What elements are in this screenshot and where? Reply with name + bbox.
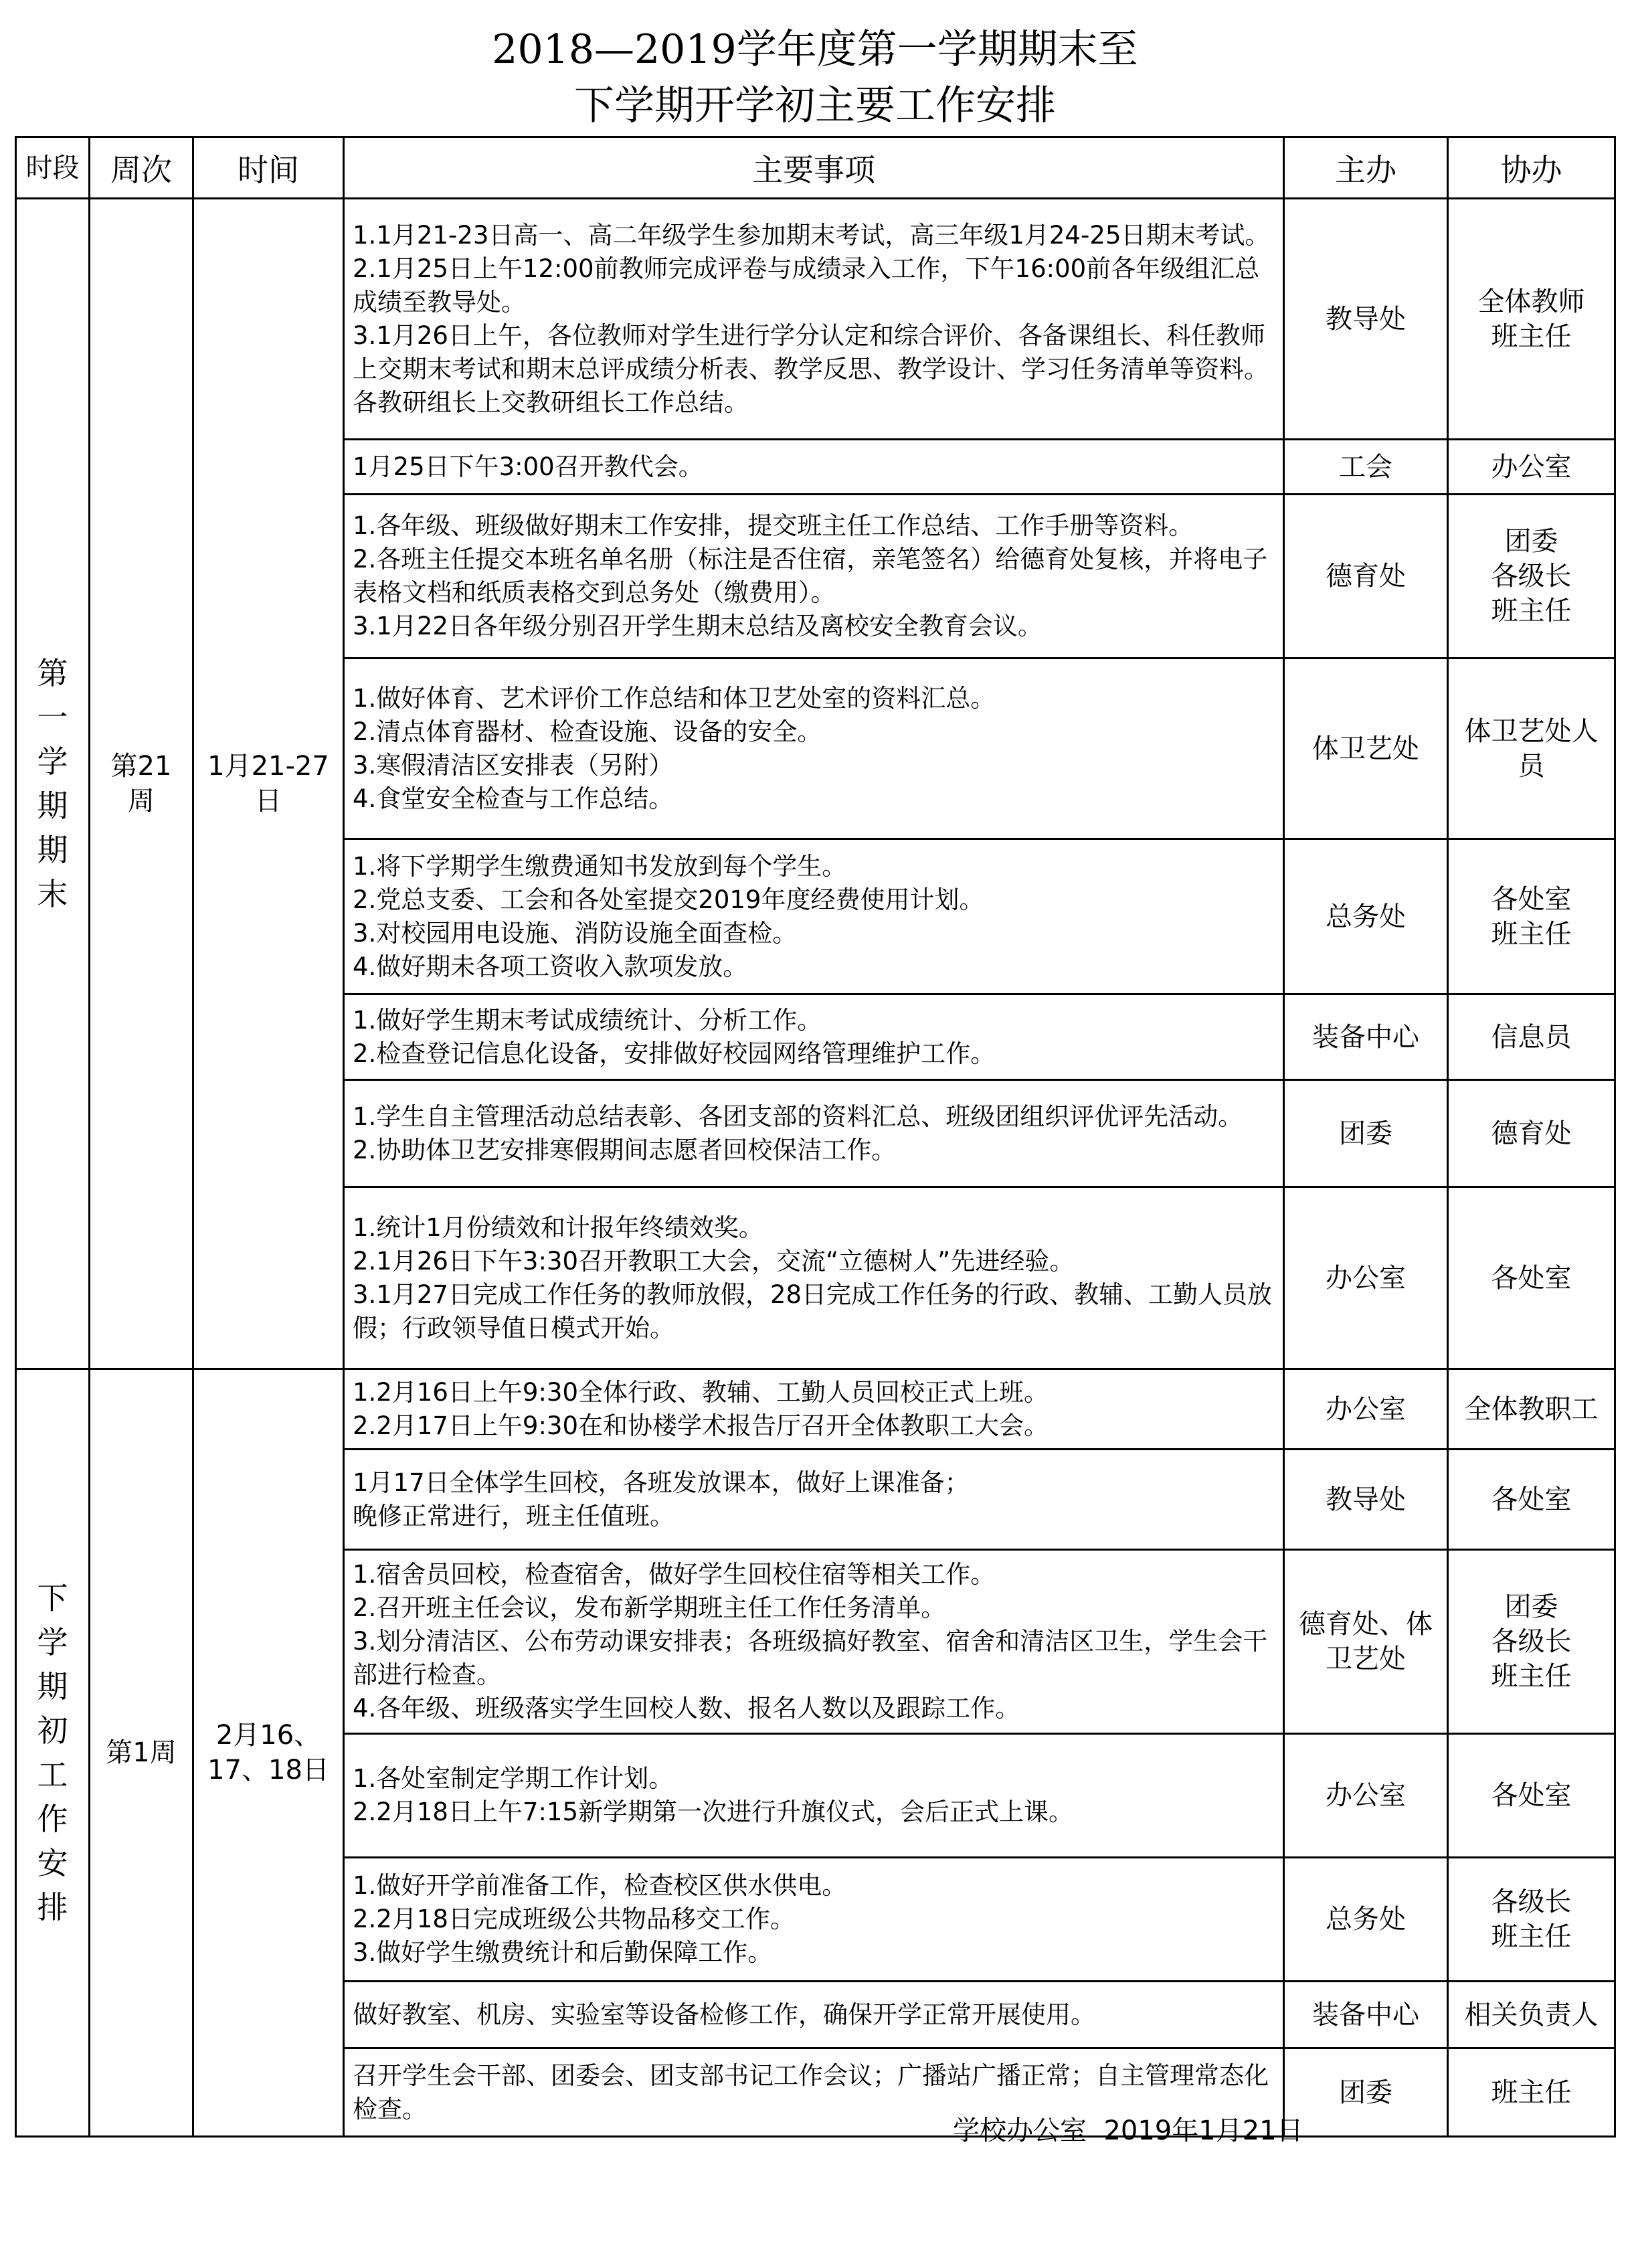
items-cell [344, 1080, 1284, 1187]
assist-cell: 相关负责人 [1448, 1982, 1615, 2048]
item-line: 4.各年级、班级落实学生回校人数、报名人数以及跟踪工作。 [353, 1694, 1020, 1723]
item-line: 2.1月26日下午3:30召开教职工大会，交流“立德树人”先进经验。 [353, 1246, 1075, 1276]
item-line: 2.2月17日上午9:30在和协楼学术报告厅召开全体教职工大会。 [353, 1411, 1049, 1440]
assist-cell: 各处室 [1448, 1734, 1615, 1858]
assist-cell: 团委 各级长 班主任 [1448, 1550, 1615, 1734]
header-time: 时间 [193, 137, 344, 199]
header-week: 周次 [90, 137, 193, 199]
header-period: 时段 [16, 137, 90, 199]
period-char: 排 [37, 1889, 68, 1925]
assist-cell: 各处室 班主任 [1448, 839, 1615, 994]
time-cell: 1月21-27日 [193, 199, 344, 1369]
items-cell [344, 659, 1284, 839]
assist-cell: 信息员 [1448, 994, 1615, 1080]
items-cell [344, 495, 1284, 659]
item-line: 4.食堂安全检查与工作总结。 [353, 784, 674, 813]
item-line: 1.2月16日上午9:30全体行政、教辅、工勤人员回校正式上班。 [353, 1377, 1049, 1407]
item-line: 2.2月18日完成班级公共物品移交工作。 [353, 1905, 795, 1933]
time-cell: 2月16、17、18日 [193, 1369, 344, 2137]
period-char: 期 [37, 788, 68, 824]
period-char: 下 [37, 1580, 68, 1616]
period-char: 期 [37, 1668, 68, 1705]
assist-cell: 团委 各级长 班主任 [1448, 495, 1615, 659]
item-line: 晚修正常进行，班主任值班。 [353, 1501, 674, 1531]
period-cell [16, 1369, 90, 2137]
assist-cell: 全体教师 班主任 [1448, 199, 1615, 440]
lead-cell: 装备中心 [1284, 994, 1448, 1080]
item-line: 1.统计1月份绩效和计报年终绩效奖。 [353, 1213, 763, 1242]
period-char: 期 [37, 832, 68, 868]
assist-cell: 各级长 班主任 [1448, 1858, 1615, 1982]
item-line: 召开学生会干部、团委会、团支部书记工作会议；广播站广播正常；自主管理常态化检查。 [353, 2061, 1269, 2123]
item-line: 3.对校园用电设施、消防设施全面查检。 [353, 918, 798, 948]
item-line: 1.学生自主管理活动总结表彰、各团支部的资料汇总、班级团组织评优评先活动。 [353, 1102, 1243, 1131]
lead-cell: 团委 [1284, 1080, 1448, 1187]
period-char: 第 [37, 655, 68, 691]
assist-cell: 全体教职工 [1448, 1369, 1615, 1450]
lead-cell: 德育处 [1284, 495, 1448, 659]
lead-cell: 总务处 [1284, 839, 1448, 994]
assist-cell: 班主任 [1448, 2048, 1615, 2137]
item-line: 做好教室、机房、实验室等设备检修工作，确保开学正常开展使用。 [353, 2000, 1095, 2029]
lead-cell: 工会 [1284, 440, 1448, 495]
lead-cell: 装备中心 [1284, 1982, 1448, 2048]
period-char: 一 [37, 699, 68, 735]
week-cell: 第21周 [90, 199, 193, 1369]
item-line: 1.做好体育、艺术评价工作总结和体卫艺处室的资料汇总。 [353, 683, 996, 713]
item-line: 2.2月18日上午7:15新学期第一次进行升旗仪式，会后正式上课。 [353, 1798, 1074, 1826]
items-cell [344, 994, 1284, 1080]
header-assist: 协办 [1448, 137, 1615, 199]
week-cell: 第1周 [90, 1369, 193, 2137]
item-line: 1.各处室制定学期工作计划。 [353, 1764, 674, 1793]
items-cell [344, 1858, 1284, 1982]
items-cell [344, 1369, 1284, 1450]
period-char: 作 [37, 1801, 68, 1837]
schedule-table [15, 136, 1616, 2138]
item-line: 3.1月27日完成工作任务的教师放假，28日完成工作任务的行政、教辅、工勤人员放假；行政领导值日模式开始。 [353, 1280, 1273, 1342]
period-char: 学 [37, 744, 68, 780]
assist-cell: 德育处 [1448, 1080, 1615, 1187]
lead-cell: 团委 [1284, 2048, 1448, 2137]
lead-cell: 体卫艺处 [1284, 659, 1448, 839]
item-line: 1月17日全体学生回校，各班发放课本，做好上课准备； [353, 1468, 970, 1497]
table-header-row [16, 137, 1615, 199]
table-row [16, 1369, 1615, 1450]
item-line: 4.做好期未各项工资收入款项发放。 [353, 952, 748, 981]
lead-cell: 总务处 [1284, 1858, 1448, 1982]
period-cell [16, 199, 90, 1369]
item-line: 1月25日下午3:00召开教代会。 [353, 452, 703, 481]
assist-cell: 体卫艺处人员 [1448, 659, 1615, 839]
lead-cell: 办公室 [1284, 1734, 1448, 1858]
table-row [16, 199, 1615, 440]
item-line: 3.1月26日上午，各位教师对学生进行学分认定和综合评价、各备课组长、科任教师上交期末考试和期末总评成绩分析表、教学反思、教学设计、学习任务清单等资料。各教研组长上交教研组长工作总结。 [353, 321, 1269, 417]
item-line: 2.1月25日上午12:00前教师完成评卷与成绩录入工作，下午16:00前各年级组汇总成绩至教导处。 [353, 254, 1260, 317]
assist-cell: 各处室 [1448, 1187, 1615, 1369]
item-line: 3.寒假清洁区安排表（另附） [353, 750, 674, 780]
item-line: 2.协助体卫艺安排寒假期间志愿者回校保洁工作。 [353, 1135, 897, 1164]
assist-cell: 各处室 [1448, 1450, 1615, 1550]
items-cell [344, 199, 1284, 440]
items-cell [344, 1550, 1284, 1734]
item-line: 1.1月21-23日高一、高二年级学生参加期末考试，高三年级1月24-25日期末考试。 [353, 220, 1270, 250]
header-lead: 主办 [1284, 137, 1448, 199]
item-line: 1.各年级、班级做好期末工作安排，提交班主任工作总结、工作手册等资料。 [353, 511, 1194, 540]
document-title-line-1: 2018—2019学年度第一学期期末至 [492, 26, 1138, 73]
item-line: 2.各班主任提交本班名单名册（标注是否住宿，亲笔签名）给德育处复核，并将电子表格文档和纸质表格交到总务处（缴费用）。 [353, 545, 1268, 607]
period-char: 工 [37, 1757, 68, 1793]
period-char: 安 [37, 1845, 68, 1881]
period-char: 末 [37, 876, 68, 912]
lead-cell: 德育处、体卫艺处 [1284, 1550, 1448, 1734]
item-line: 1.做好开学前准备工作，检查校区供水供电。 [353, 1871, 847, 1900]
period-char: 初 [37, 1713, 68, 1749]
item-line: 1.做好学生期末考试成绩统计、分析工作。 [353, 1005, 822, 1035]
table-body [16, 199, 1615, 2137]
document-title-line-2: 下学期开学初主要工作安排 [574, 82, 1056, 129]
item-line: 2.党总支委、工会和各处室提交2019年度经费使用计划。 [353, 885, 984, 914]
items-cell [344, 839, 1284, 994]
item-line: 2.清点体育器材、检查设施、设备的安全。 [353, 717, 822, 746]
item-line: 1.将下学期学生缴费通知书发放到每个学生。 [353, 851, 847, 881]
lead-cell: 教导处 [1284, 1450, 1448, 1550]
item-line: 1.宿舍员回校，检查宿舍，做好学生回校住宿等相关工作。 [353, 1560, 996, 1589]
items-cell [344, 1450, 1284, 1550]
item-line: 3.做好学生缴费统计和后勤保障工作。 [353, 1938, 773, 1967]
assist-cell: 办公室 [1448, 440, 1615, 495]
header-items: 主要事项 [344, 137, 1284, 199]
item-line: 3.1月22日各年级分别召开学生期末总结及离校安全教育会议。 [353, 612, 1043, 640]
lead-cell: 办公室 [1284, 1369, 1448, 1450]
items-cell [344, 1187, 1284, 1369]
item-line: 2.检查登记信息化设备，安排做好校园网络管理维护工作。 [353, 1039, 996, 1068]
lead-cell: 办公室 [1284, 1187, 1448, 1369]
lead-cell: 教导处 [1284, 199, 1448, 440]
period-char: 学 [37, 1624, 68, 1660]
items-cell [344, 440, 1284, 495]
item-line: 3.划分清洁区、公布劳动课安排表；各班级搞好教室、宿舍和清洁区卫生，学生会干部进行检查。 [353, 1627, 1268, 1689]
items-cell [344, 1982, 1284, 2048]
items-cell [344, 1734, 1284, 1858]
item-line: 2.召开班主任会议，发布新学期班主任工作任务清单。 [353, 1593, 946, 1622]
footer-signature: 学校办公室 2019年1月21日 [953, 2115, 1303, 2146]
